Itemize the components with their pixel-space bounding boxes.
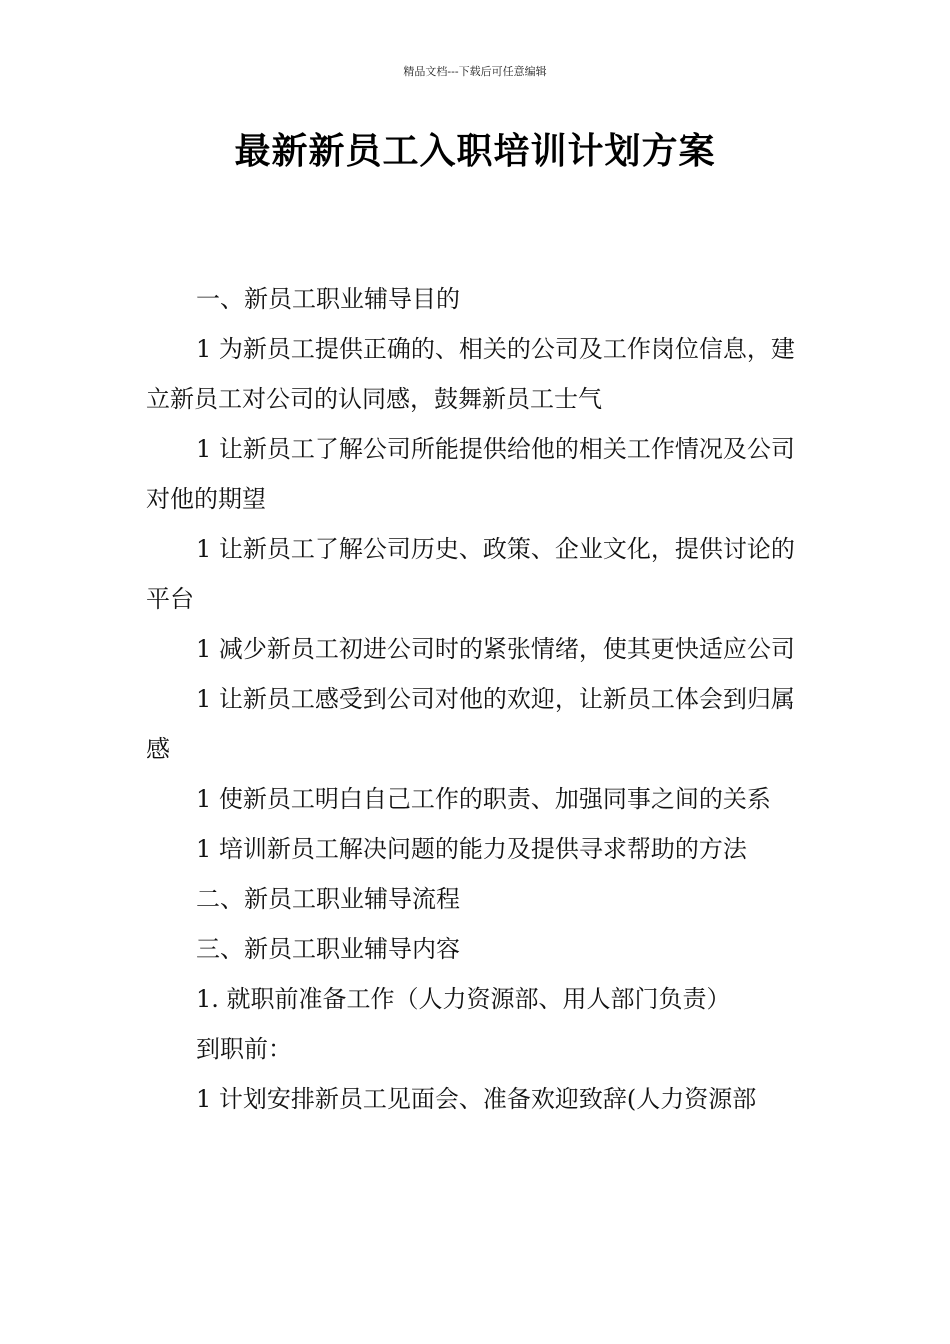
purpose-item: 1 让新员工感受到公司对他的欢迎，让新员工体会到归属感 <box>146 685 795 763</box>
page-header-note: 精品文档---下载后可任意编辑 <box>403 65 547 78</box>
content-item: 1 计划安排新员工见面会、准备欢迎致辞(人力资源部 <box>196 1085 757 1113</box>
purpose-item: 1 让新员工了解公司所能提供给他的相关工作情况及公司对他的期望 <box>146 435 795 513</box>
content-subheading: 到职前： <box>196 1035 292 1063</box>
section-heading-content: 三、新员工职业辅导内容 <box>196 935 460 963</box>
purpose-item: 1 使新员工明白自己工作的职责、加强同事之间的关系 <box>196 785 771 813</box>
content-subheading: 1. 就职前准备工作（人力资源部、用人部门负责） <box>196 985 731 1013</box>
purpose-item: 1 为新员工提供正确的、相关的公司及工作岗位信息，建立新员工对公司的认同感，鼓舞新员工士气 <box>146 335 795 413</box>
purpose-item: 1 培训新员工解决问题的能力及提供寻求帮助的方法 <box>196 835 747 863</box>
section-heading-process: 二、新员工职业辅导流程 <box>196 885 460 913</box>
document-body <box>146 274 818 1124</box>
purpose-item: 1 减少新员工初进公司时的紧张情绪，使其更快适应公司 <box>196 635 795 663</box>
purpose-item: 1 让新员工了解公司历史、政策、企业文化，提供讨论的平台 <box>146 535 795 613</box>
section-heading-purpose: 一、新员工职业辅导目的 <box>196 285 460 313</box>
document-title: 最新新员工入职培训计划方案 <box>234 131 716 172</box>
